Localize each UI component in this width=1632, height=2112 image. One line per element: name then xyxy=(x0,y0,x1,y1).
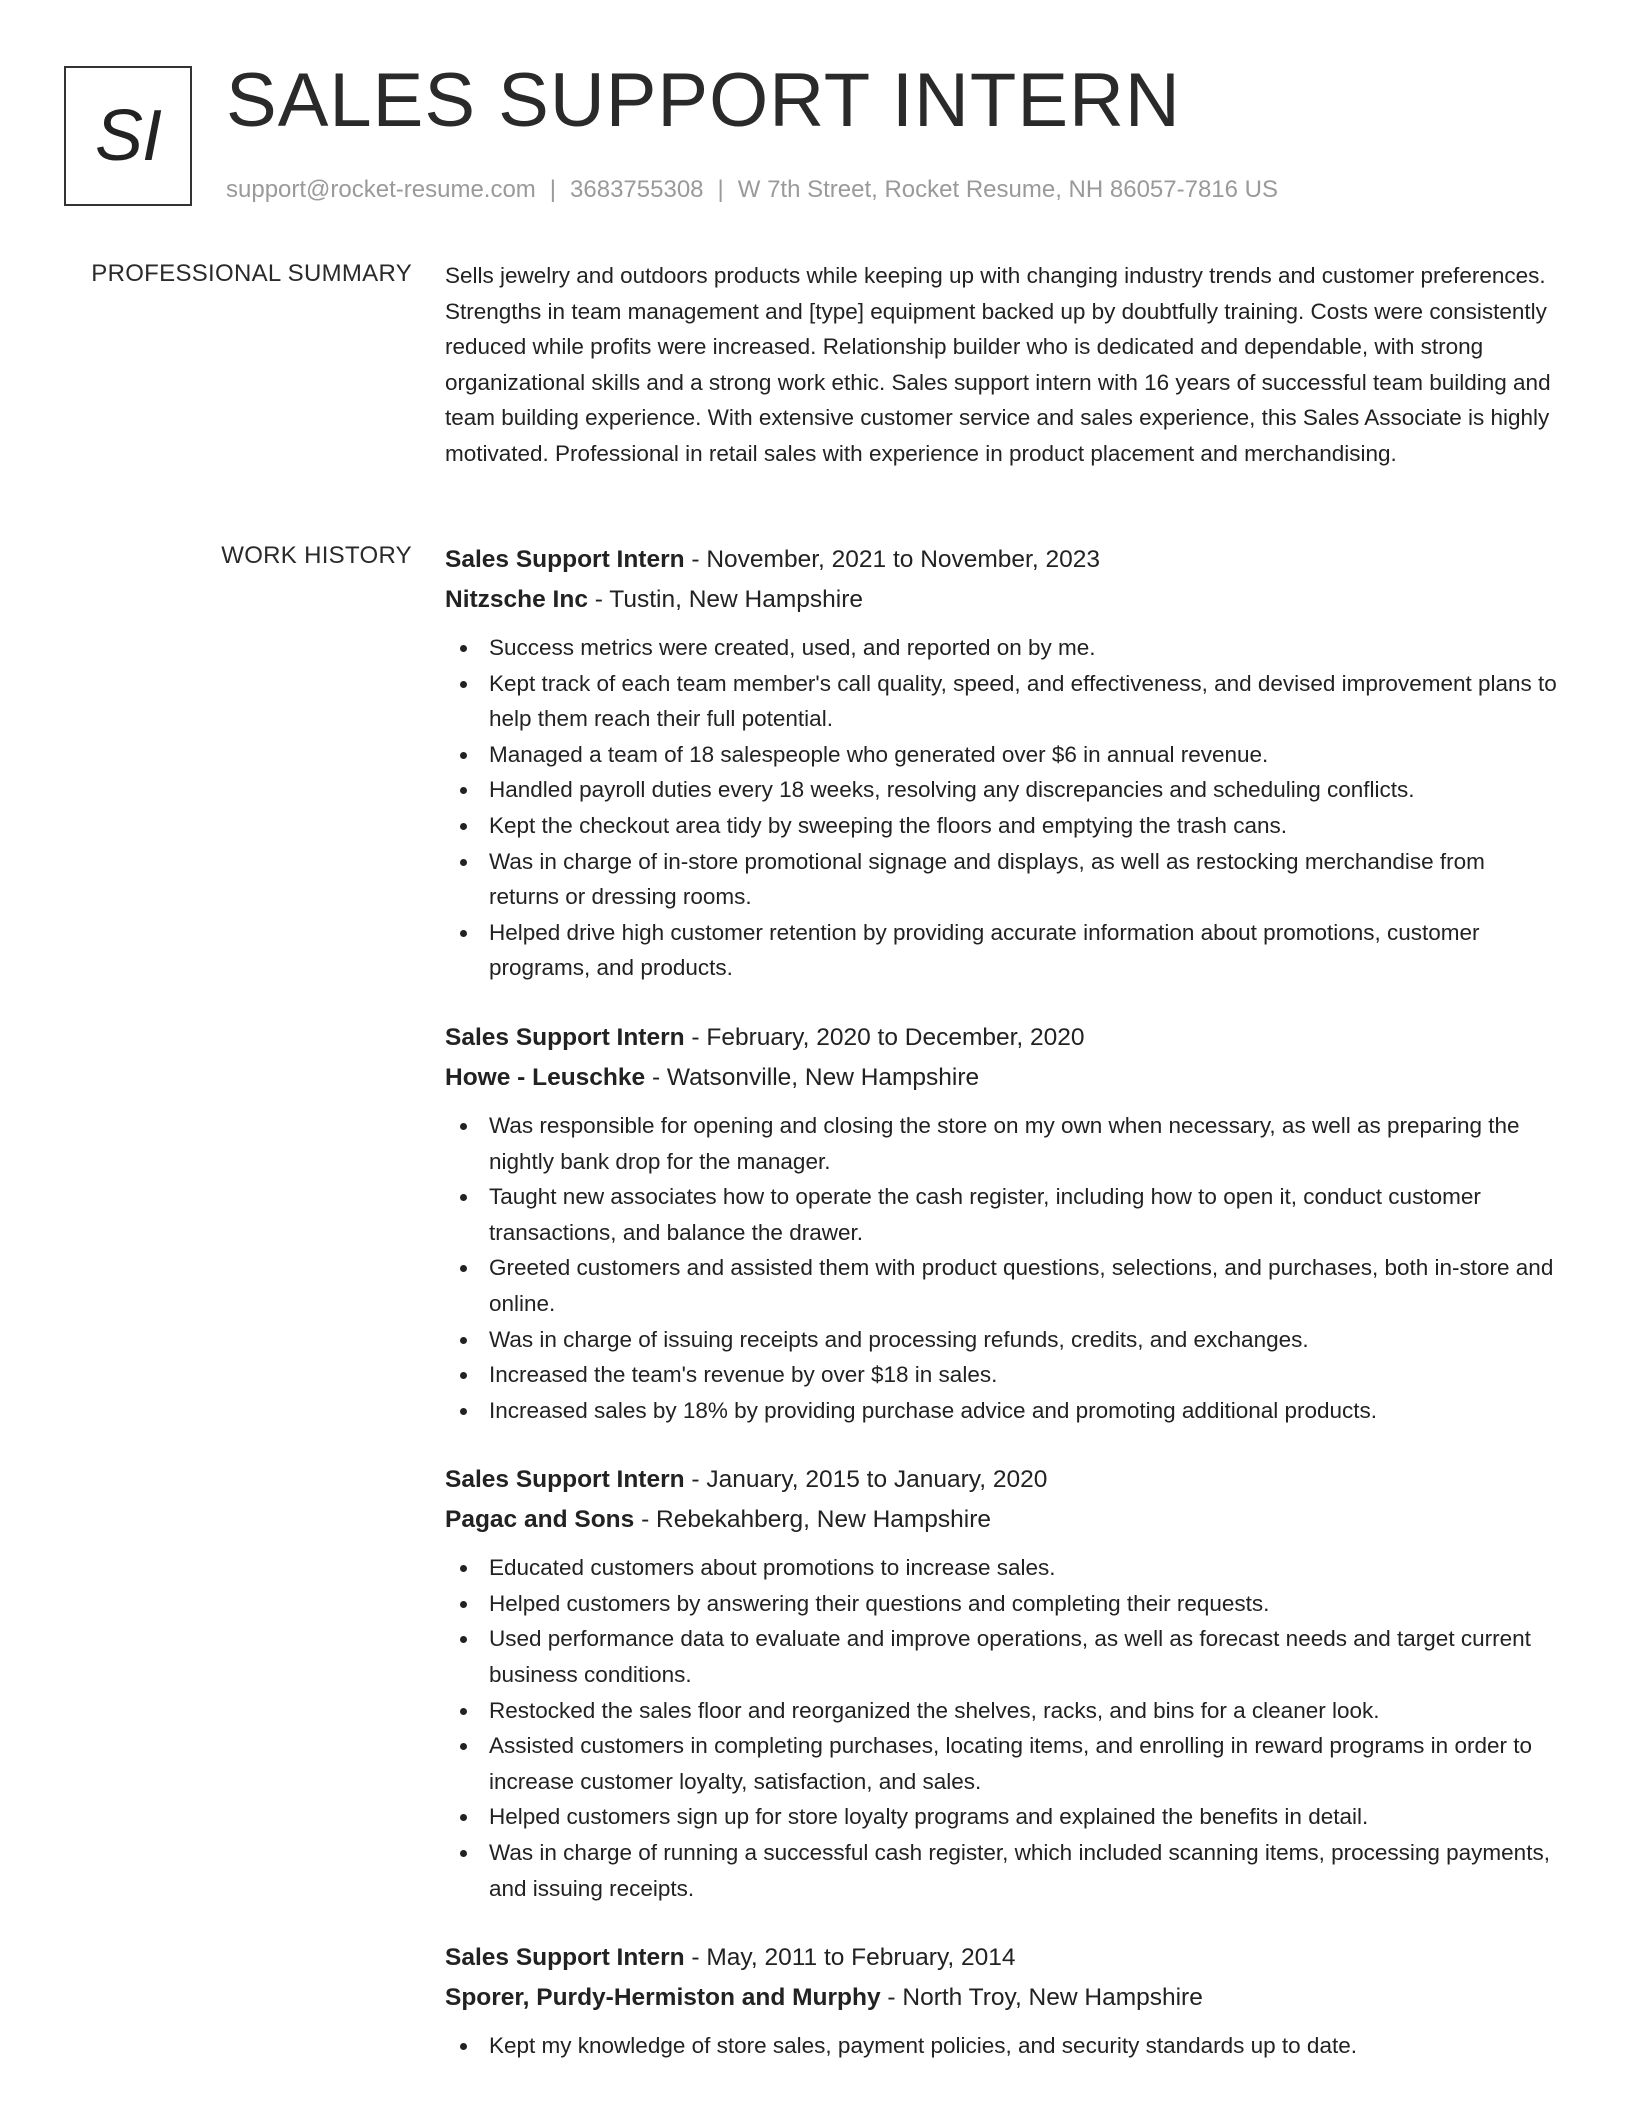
job-bullet: Was in charge of in-store promotional signage and displays, as well as restocking merchandise from returns or dressing rooms. xyxy=(445,844,1561,915)
job-bullet-list xyxy=(445,630,1561,986)
job-location: - Watsonville, New Hampshire xyxy=(645,1063,980,1091)
job-location: - Tustin, New Hampshire xyxy=(587,586,863,613)
job-company-line xyxy=(445,1058,1561,1098)
job-dates: - May, 2011 to February, 2014 xyxy=(684,1944,1016,1972)
job-company: Sporer, Purdy-Hermiston and Murphy xyxy=(445,1984,881,2012)
job-bullet: Kept the checkout area tidy by sweeping the floors and emptying the trash cans. xyxy=(445,808,1561,844)
job-bullet-list xyxy=(445,1550,1561,1906)
job-bullet: Helped customers by answering their questions and completing their requests. xyxy=(445,1586,1561,1622)
job-company-line xyxy=(445,580,1561,620)
monogram-logo: SI xyxy=(64,66,192,206)
job-title: Sales Support Intern xyxy=(445,1023,685,1051)
job-bullet: Helped customers sign up for store loyalty programs and explained the benefits in detail. xyxy=(445,1799,1561,1835)
job-bullet: Was responsible for opening and closing the store on my own when necessary, as well as preparing the nightly bank drop for the manager. xyxy=(445,1108,1561,1179)
job-dates: - February, 2020 to December, 2020 xyxy=(684,1023,1085,1051)
job-bullet: Handled payroll duties every 18 weeks, resolving any discrepancies and scheduling conflicts. xyxy=(445,772,1561,808)
job-bullet: Restocked the sales floor and reorganized the shelves, racks, and bins for a cleaner look. xyxy=(445,1693,1561,1729)
job-bullet: Kept my knowledge of store sales, payment policies, and security standards up to date. xyxy=(445,2028,1561,2064)
job-bullet: Was in charge of running a successful cash register, which included scanning items, processing payments, and issuing receipts. xyxy=(445,1835,1561,1906)
job-entry xyxy=(445,1018,1561,1428)
job-location: - North Troy, New Hampshire xyxy=(880,1984,1203,2012)
job-company-line xyxy=(445,1500,1561,1540)
email-text: support@rocket-resume.com xyxy=(226,176,536,203)
job-entry xyxy=(445,540,1561,986)
job-bullet: Increased sales by 18% by providing purchase advice and promoting additional products. xyxy=(445,1393,1561,1429)
work-history-body xyxy=(445,540,1561,2096)
job-bullet-list xyxy=(445,2028,1561,2064)
job-company: Pagac and Sons xyxy=(445,1506,635,1534)
job-title-line xyxy=(445,1938,1561,1978)
summary-text: Sells jewelry and outdoors products while keeping up with changing industry trends and customer preferences. Strengths in team management and [type] equipment backed up by doubtfully training. Costs were consistently reduced while profits were increased. Relationship builder who is dedicated and dependable, with strong organizational skills and a strong work ethic. Sales support intern with 16 years of successful team building and team building experience. With extensive customer service and sales experience, this Sales Associate is highly motivated. Professional in retail sales with experience in product placement and merchandising. xyxy=(445,263,1551,466)
job-bullet: Success metrics were created, used, and reported on by me. xyxy=(445,630,1561,666)
separator: | xyxy=(717,176,724,203)
job-dates: - January, 2015 to January, 2020 xyxy=(684,1466,1048,1494)
job-title: Sales Support Intern xyxy=(445,546,685,573)
job-bullet: Helped drive high customer retention by providing accurate information about promotions, customer programs, and products. xyxy=(445,915,1561,986)
job-title-line xyxy=(445,540,1561,580)
job-title-line xyxy=(445,1018,1561,1058)
job-bullet: Assisted customers in completing purchases, locating items, and enrolling in reward programs in order to increase customer loyalty, satisfaction, and sales. xyxy=(445,1728,1561,1799)
address-text: W 7th Street, Rocket Resume, NH 86057-7816 US xyxy=(737,176,1278,203)
contact-line xyxy=(226,174,1278,206)
job-bullet-list xyxy=(445,1108,1561,1428)
job-company: Howe - Leuschke xyxy=(445,1063,646,1091)
job-bullet: Was in charge of issuing receipts and processing refunds, credits, and exchanges. xyxy=(445,1322,1561,1358)
summary-body xyxy=(445,258,1561,472)
job-bullet: Educated customers about promotions to increase sales. xyxy=(445,1550,1561,1586)
separator: | xyxy=(549,176,557,203)
job-entry xyxy=(445,1938,1561,2064)
job-dates: - November, 2021 to November, 2023 xyxy=(684,546,1100,573)
job-bullet: Used performance data to evaluate and improve operations, as well as forecast needs and target current business conditions. xyxy=(445,1621,1561,1692)
work-history-label: WORK HISTORY xyxy=(221,542,412,569)
summary-label: PROFESSIONAL SUMMARY xyxy=(91,260,412,287)
job-title: Sales Support Intern xyxy=(445,1466,685,1494)
page-title: SALES SUPPORT INTERN xyxy=(226,58,1181,143)
job-title: Sales Support Intern xyxy=(445,1944,685,1972)
job-company: Nitzsche Inc xyxy=(445,586,588,613)
job-location: - Rebekahberg, New Hampshire xyxy=(634,1506,992,1534)
job-bullet: Increased the team's revenue by over $18 in sales. xyxy=(445,1357,1561,1393)
job-company-line xyxy=(445,1978,1561,2018)
job-entry xyxy=(445,1460,1561,1906)
job-bullet: Kept track of each team member's call quality, speed, and effectiveness, and devised improvement plans to help them reach their full potential. xyxy=(445,666,1561,737)
job-bullet: Managed a team of 18 salespeople who generated over $6 in annual revenue. xyxy=(445,737,1561,773)
job-title-line xyxy=(445,1460,1561,1500)
phone-text: 3683755308 xyxy=(570,176,704,203)
job-bullet: Taught new associates how to operate the cash register, including how to open it, conduct customer transactions, and balance the drawer. xyxy=(445,1179,1561,1250)
job-bullet: Greeted customers and assisted them with product questions, selections, and purchases, both in-store and online. xyxy=(445,1250,1561,1321)
